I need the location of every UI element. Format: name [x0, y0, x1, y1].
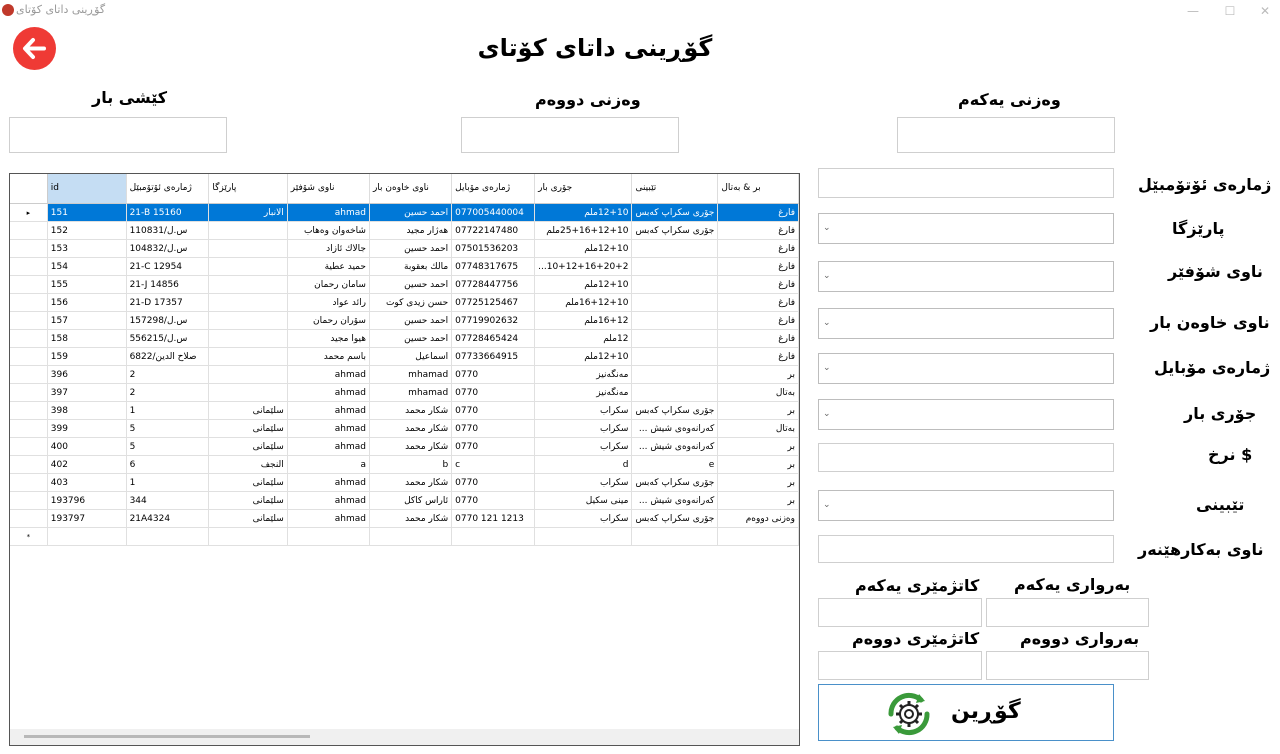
table-cell[interactable]: س.ل/110831: [126, 222, 209, 240]
table-row[interactable]: [10, 312, 799, 330]
table-cell[interactable]: 0770: [452, 384, 535, 402]
table-row[interactable]: [10, 294, 799, 312]
table-cell[interactable]: d: [535, 456, 632, 474]
page-title: گۆڕینی داتای کۆتای: [477, 34, 713, 62]
chevron-down-icon: ⌄: [823, 499, 831, 510]
table-cell[interactable]: شکار محمد: [369, 402, 451, 420]
table-cell[interactable]: [209, 384, 287, 402]
table-cell[interactable]: mhamad: [369, 366, 451, 384]
table-cell[interactable]: جۆری سکراپ کەبس: [632, 402, 718, 420]
table-cell[interactable]: 0770: [452, 402, 535, 420]
table-cell[interactable]: فارغ: [718, 258, 799, 276]
table-cell[interactable]: 12ملم: [535, 330, 632, 348]
table-cell[interactable]: رائد عواد: [287, 294, 369, 312]
table-cell[interactable]: بر: [718, 456, 799, 474]
net-weight-field[interactable]: [9, 117, 227, 153]
car-number-label: ژمارەی ئۆتۆمبێل: [1138, 175, 1272, 194]
note-dropdown[interactable]: [818, 490, 1114, 521]
table-row[interactable]: [10, 510, 799, 528]
table-cell[interactable]: 159: [47, 348, 126, 366]
table-cell[interactable]: شکار محمد: [369, 510, 451, 528]
table-cell[interactable]: a: [287, 456, 369, 474]
table-row[interactable]: [10, 402, 799, 420]
row-header[interactable]: [10, 402, 47, 420]
row-header[interactable]: *: [10, 528, 47, 546]
table-cell[interactable]: سلێمانی: [209, 510, 287, 528]
table-cell[interactable]: جۆری سکراپ کەبس: [632, 510, 718, 528]
table-cell[interactable]: سلێمانی: [209, 402, 287, 420]
table-cell[interactable]: سلێمانی: [209, 474, 287, 492]
table-cell[interactable]: [209, 312, 287, 330]
table-cell[interactable]: [369, 528, 451, 546]
chevron-down-icon: ⌄: [823, 362, 831, 373]
table-cell[interactable]: [452, 528, 535, 546]
update-button[interactable]: [818, 684, 1114, 741]
chevron-down-icon: ⌄: [823, 270, 831, 281]
owner-name-label: ناوی خاوەن بار: [1150, 313, 1270, 332]
table-cell[interactable]: 2: [126, 384, 209, 402]
table-row[interactable]: [10, 276, 799, 294]
table-cell[interactable]: 12+10ملم: [535, 204, 632, 222]
row-header[interactable]: [10, 348, 47, 366]
row-header[interactable]: [10, 384, 47, 402]
user-name-label: ناوی بەکارهێنەر: [1138, 540, 1264, 559]
second-weight-field[interactable]: [461, 117, 679, 153]
load-type-dropdown[interactable]: [818, 399, 1114, 430]
table-cell[interactable]: 16+12ملم: [535, 312, 632, 330]
table-cell[interactable]: 152: [47, 222, 126, 240]
table-cell[interactable]: شکار محمد: [369, 420, 451, 438]
table-cell[interactable]: مینی سکیل: [535, 492, 632, 510]
app-icon: [2, 4, 14, 16]
table-cell[interactable]: [209, 294, 287, 312]
table-cell[interactable]: س.ل/104832: [126, 240, 209, 258]
table-cell[interactable]: 5: [126, 420, 209, 438]
table-cell[interactable]: 21-D 17357: [126, 294, 209, 312]
first-date-label: بەرواری یەکەم: [1014, 575, 1131, 594]
table-cell[interactable]: بر: [718, 402, 799, 420]
row-header[interactable]: [10, 420, 47, 438]
table-cell[interactable]: فارغ: [718, 330, 799, 348]
table-cell[interactable]: الانبار: [209, 204, 287, 222]
table-cell[interactable]: باسم محمد: [287, 348, 369, 366]
table-cell[interactable]: 151: [47, 204, 126, 222]
table-cell[interactable]: mhamad: [369, 384, 451, 402]
table-cell[interactable]: شکار محمد: [369, 438, 451, 456]
row-header[interactable]: [10, 240, 47, 258]
table-cell[interactable]: فارغ: [718, 240, 799, 258]
table-cell[interactable]: احمد حسین: [369, 276, 451, 294]
table-cell[interactable]: مەنگەنیز: [535, 384, 632, 402]
table-cell[interactable]: 400: [47, 438, 126, 456]
row-header[interactable]: ▸: [10, 204, 47, 222]
table-cell[interactable]: فارغ: [718, 222, 799, 240]
table-cell[interactable]: شکار محمد: [369, 474, 451, 492]
table-cell[interactable]: سامان رحمان: [287, 276, 369, 294]
table-cell[interactable]: e: [632, 456, 718, 474]
table-cell[interactable]: 396: [47, 366, 126, 384]
row-header[interactable]: [10, 366, 47, 384]
driver-name-label: ناوی شۆفێر: [1168, 262, 1263, 281]
first-time-field[interactable]: [818, 598, 982, 627]
table-cell[interactable]: [632, 276, 718, 294]
table-cell[interactable]: 10+12+16+20+2...: [535, 258, 632, 276]
table-cell[interactable]: س.ل/556215: [126, 330, 209, 348]
user-name-field[interactable]: [818, 535, 1114, 563]
table-cell[interactable]: [718, 528, 799, 546]
table-cell[interactable]: 344: [126, 492, 209, 510]
table-cell[interactable]: 0770: [452, 366, 535, 384]
table-cell[interactable]: [126, 528, 209, 546]
table-cell[interactable]: c: [452, 456, 535, 474]
second-time-field[interactable]: [818, 651, 982, 680]
table-cell[interactable]: النجف: [209, 456, 287, 474]
table-cell[interactable]: احمد حسین: [369, 204, 451, 222]
table-cell[interactable]: [287, 528, 369, 546]
table-cell[interactable]: بر: [718, 366, 799, 384]
table-cell[interactable]: [632, 240, 718, 258]
table-cell[interactable]: 0770: [452, 438, 535, 456]
column-header-status[interactable]: بر & بەتال: [718, 174, 799, 204]
table-cell[interactable]: 157: [47, 312, 126, 330]
table-cell[interactable]: 403: [47, 474, 126, 492]
table-cell[interactable]: جۆری سکراپ کەبس: [632, 204, 718, 222]
row-header[interactable]: [10, 258, 47, 276]
table-cell[interactable]: سلێمانی: [209, 492, 287, 510]
table-cell[interactable]: [632, 348, 718, 366]
table-cell[interactable]: [209, 276, 287, 294]
column-header-id[interactable]: id: [47, 174, 126, 204]
first-date-field[interactable]: [986, 598, 1149, 627]
table-cell[interactable]: ahmad: [287, 474, 369, 492]
table-cell[interactable]: ahmad: [287, 438, 369, 456]
table-row[interactable]: [10, 492, 799, 510]
table-row[interactable]: [10, 258, 799, 276]
table-cell[interactable]: 07728447756: [452, 276, 535, 294]
table-cell[interactable]: سکراب: [535, 420, 632, 438]
table-cell[interactable]: فارغ: [718, 276, 799, 294]
first-weight-label: وەزنی یەکەم: [958, 90, 1061, 109]
table-cell[interactable]: فارغ: [718, 204, 799, 222]
back-button[interactable]: [13, 27, 56, 70]
table-cell[interactable]: ahmad: [287, 510, 369, 528]
table-row[interactable]: [10, 420, 799, 438]
table-cell[interactable]: س.ل/157298: [126, 312, 209, 330]
table-cell[interactable]: 155: [47, 276, 126, 294]
column-header-mobile[interactable]: ژمارەی مۆبایل: [452, 174, 535, 204]
mobile-dropdown[interactable]: [818, 353, 1114, 384]
row-header[interactable]: [10, 492, 47, 510]
table-cell[interactable]: b: [369, 456, 451, 474]
table-cell[interactable]: احمد حسین: [369, 312, 451, 330]
table-cell[interactable]: 2: [126, 366, 209, 384]
horizontal-scrollbar[interactable]: [10, 729, 799, 745]
table-cell[interactable]: بر: [718, 474, 799, 492]
table-cell[interactable]: 07733664915: [452, 348, 535, 366]
table-row[interactable]: [10, 348, 799, 366]
row-header[interactable]: [10, 456, 47, 474]
table-row[interactable]: [10, 366, 799, 384]
table-cell[interactable]: مالك بعقوبة: [369, 258, 451, 276]
table-cell[interactable]: 399: [47, 420, 126, 438]
table-cell[interactable]: 402: [47, 456, 126, 474]
table-cell[interactable]: شاخەوان وەهاب: [287, 222, 369, 240]
row-header[interactable]: [10, 312, 47, 330]
table-cell[interactable]: مەنگەنیز: [535, 366, 632, 384]
table-cell[interactable]: 153: [47, 240, 126, 258]
table-cell[interactable]: ahmad: [287, 204, 369, 222]
table-cell[interactable]: [535, 528, 632, 546]
first-time-label: کاتژمێری یەکەم: [855, 576, 980, 595]
column-header-note[interactable]: تێبینی: [632, 174, 718, 204]
row-header[interactable]: [10, 222, 47, 240]
table-cell[interactable]: 0770: [452, 492, 535, 510]
table-cell[interactable]: احمد حسین: [369, 240, 451, 258]
table-cell[interactable]: سکراب: [535, 402, 632, 420]
table-row[interactable]: [10, 330, 799, 348]
table-cell[interactable]: جۆری سکراپ کەبس: [632, 222, 718, 240]
table-cell[interactable]: 1: [126, 402, 209, 420]
table-cell[interactable]: [632, 366, 718, 384]
column-header-province[interactable]: پارێزگا: [209, 174, 287, 204]
table-cell[interactable]: بر: [718, 438, 799, 456]
table-cell[interactable]: سکراب: [535, 510, 632, 528]
chevron-down-icon: ⌄: [823, 408, 831, 419]
table-row[interactable]: [10, 204, 799, 222]
window-title: گۆڕینی داتای کۆتای: [16, 3, 106, 16]
table-cell[interactable]: کەرانەوەی شیش ...: [632, 438, 718, 456]
table-cell[interactable]: [632, 258, 718, 276]
table-cell[interactable]: [47, 528, 126, 546]
column-header-load-type[interactable]: جۆری بار: [535, 174, 632, 204]
table-cell[interactable]: 07725125467: [452, 294, 535, 312]
column-header-car-number[interactable]: ژمارەی ئۆتۆمبێل: [126, 174, 209, 204]
column-header-driver[interactable]: ناوی شۆفێر: [287, 174, 369, 204]
table-cell[interactable]: فارغ: [718, 312, 799, 330]
arrow-left-icon: [22, 36, 47, 61]
table-cell[interactable]: 156: [47, 294, 126, 312]
table-cell[interactable]: 21-B 15160: [126, 204, 209, 222]
table-row[interactable]: [10, 474, 799, 492]
table-cell[interactable]: 154: [47, 258, 126, 276]
table-cell[interactable]: ahmad: [287, 366, 369, 384]
table-cell[interactable]: [209, 348, 287, 366]
table-cell[interactable]: فارغ: [718, 348, 799, 366]
update-button-label: گۆڕین: [951, 699, 1021, 724]
grid-body: [10, 204, 799, 546]
table-row[interactable]: [10, 240, 799, 258]
table-cell[interactable]: 16+12+10ملم: [535, 294, 632, 312]
table-cell[interactable]: 12+10ملم: [535, 240, 632, 258]
table-cell[interactable]: جۆری سکراپ کەبس: [632, 474, 718, 492]
table-row[interactable]: [10, 384, 799, 402]
table-cell[interactable]: بەتال: [718, 420, 799, 438]
table-cell[interactable]: 0770: [452, 474, 535, 492]
table-cell[interactable]: [632, 312, 718, 330]
driver-name-dropdown[interactable]: [818, 261, 1114, 292]
table-cell[interactable]: ahmad: [287, 420, 369, 438]
table-cell[interactable]: [632, 528, 718, 546]
table-cell[interactable]: [632, 330, 718, 348]
table-cell[interactable]: سکراب: [535, 438, 632, 456]
table-cell[interactable]: بر: [718, 492, 799, 510]
table-row[interactable]: [10, 456, 799, 474]
table-row[interactable]: [10, 438, 799, 456]
table-cell[interactable]: 0770 121 1213: [452, 510, 535, 528]
table-cell[interactable]: کەرانەوەی شیش ...: [632, 492, 718, 510]
table-cell[interactable]: 397: [47, 384, 126, 402]
table-cell[interactable]: 21-J 14856: [126, 276, 209, 294]
table-cell[interactable]: 21A4324: [126, 510, 209, 528]
table-cell[interactable]: اسماعیل: [369, 348, 451, 366]
mobile-label: ژمارەی مۆبایل: [1154, 358, 1271, 377]
note-label: تێبینی: [1196, 495, 1245, 514]
table-cell[interactable]: 5: [126, 438, 209, 456]
table-cell[interactable]: [209, 528, 287, 546]
table-cell[interactable]: بەتال: [718, 384, 799, 402]
table-cell[interactable]: 077005440004: [452, 204, 535, 222]
table-cell[interactable]: 193796: [47, 492, 126, 510]
row-header[interactable]: [10, 510, 47, 528]
table-cell[interactable]: 193797: [47, 510, 126, 528]
new-row[interactable]: [10, 528, 799, 546]
table-cell[interactable]: 07728465424: [452, 330, 535, 348]
load-type-label: جۆری بار: [1184, 404, 1257, 423]
maximize-button[interactable]: ☐: [1224, 4, 1236, 18]
table-cell[interactable]: ahmad: [287, 402, 369, 420]
table-cell[interactable]: ahmad: [287, 384, 369, 402]
row-header[interactable]: [10, 276, 47, 294]
table-cell[interactable]: سکراب: [535, 474, 632, 492]
column-header-owner[interactable]: ناوی خاوەن بار: [369, 174, 451, 204]
table-cell[interactable]: وەزنی دووەم: [718, 510, 799, 528]
second-date-label: بەرواری دووەم: [1020, 629, 1140, 648]
second-time-label: کاتژمێری دووەم: [852, 629, 980, 648]
gear-refresh-icon: [881, 690, 937, 738]
chevron-down-icon: ⌄: [823, 222, 831, 233]
data-grid[interactable]: [9, 173, 800, 746]
table-cell[interactable]: 398: [47, 402, 126, 420]
table-cell[interactable]: ahmad: [287, 492, 369, 510]
row-header[interactable]: [10, 330, 47, 348]
owner-name-dropdown[interactable]: [818, 308, 1114, 339]
table-cell[interactable]: 07722147480: [452, 222, 535, 240]
table-cell[interactable]: 1: [126, 474, 209, 492]
scrollbar-thumb[interactable]: [24, 735, 310, 738]
table-cell[interactable]: 0770: [452, 420, 535, 438]
price-field[interactable]: [818, 443, 1114, 472]
table-cell[interactable]: حمید عطیة: [287, 258, 369, 276]
first-weight-field[interactable]: [897, 117, 1115, 153]
chevron-down-icon: ⌄: [823, 317, 831, 328]
table-cell[interactable]: فارغ: [718, 294, 799, 312]
table-cell[interactable]: [209, 366, 287, 384]
table-row[interactable]: [10, 222, 799, 240]
second-date-field[interactable]: [986, 651, 1149, 680]
row-header[interactable]: [10, 438, 47, 456]
table-cell[interactable]: سۆران رحمان: [287, 312, 369, 330]
table-cell[interactable]: [209, 258, 287, 276]
table-cell[interactable]: 07501536203: [452, 240, 535, 258]
table-cell[interactable]: 21-C 12954: [126, 258, 209, 276]
table-cell[interactable]: 158: [47, 330, 126, 348]
table-cell[interactable]: 12+10ملم: [535, 348, 632, 366]
table-cell[interactable]: سلێمانی: [209, 438, 287, 456]
row-header-corner: [10, 174, 47, 204]
table-cell[interactable]: حسن زیدی کوت: [369, 294, 451, 312]
close-button[interactable]: ✕: [1259, 4, 1271, 18]
price-label: $ نرخ: [1208, 445, 1253, 464]
table-cell[interactable]: احمد حسین: [369, 330, 451, 348]
table-cell[interactable]: [632, 294, 718, 312]
table-cell[interactable]: 12+10ملم: [535, 276, 632, 294]
car-number-field[interactable]: [818, 168, 1114, 198]
second-weight-label: وەزنی دووەم: [535, 90, 641, 109]
table-cell[interactable]: 07748317675: [452, 258, 535, 276]
table-cell[interactable]: [209, 222, 287, 240]
table-cell[interactable]: جالاك ئازاد: [287, 240, 369, 258]
table-cell[interactable]: 07719902632: [452, 312, 535, 330]
table-cell[interactable]: [209, 240, 287, 258]
table-cell[interactable]: صلاح الدین/6822: [126, 348, 209, 366]
net-weight-label: کێشی بار: [92, 88, 168, 107]
row-header[interactable]: [10, 474, 47, 492]
province-dropdown[interactable]: [818, 213, 1114, 244]
table-cell[interactable]: 25+16+12+10ملم: [535, 222, 632, 240]
table-cell[interactable]: هیوا مجید: [287, 330, 369, 348]
table-cell[interactable]: [632, 384, 718, 402]
minimize-button[interactable]: —: [1187, 4, 1199, 18]
table-cell[interactable]: سلێمانی: [209, 420, 287, 438]
table-cell[interactable]: ئاراس کاکل: [369, 492, 451, 510]
table-cell[interactable]: 6: [126, 456, 209, 474]
table-cell[interactable]: [209, 330, 287, 348]
table-cell[interactable]: هەژار مجید: [369, 222, 451, 240]
table-cell[interactable]: کەرانەوەی شیش ...: [632, 420, 718, 438]
province-label: پارێزگا: [1172, 219, 1225, 238]
title-bar: [0, 0, 1280, 22]
row-header[interactable]: [10, 294, 47, 312]
